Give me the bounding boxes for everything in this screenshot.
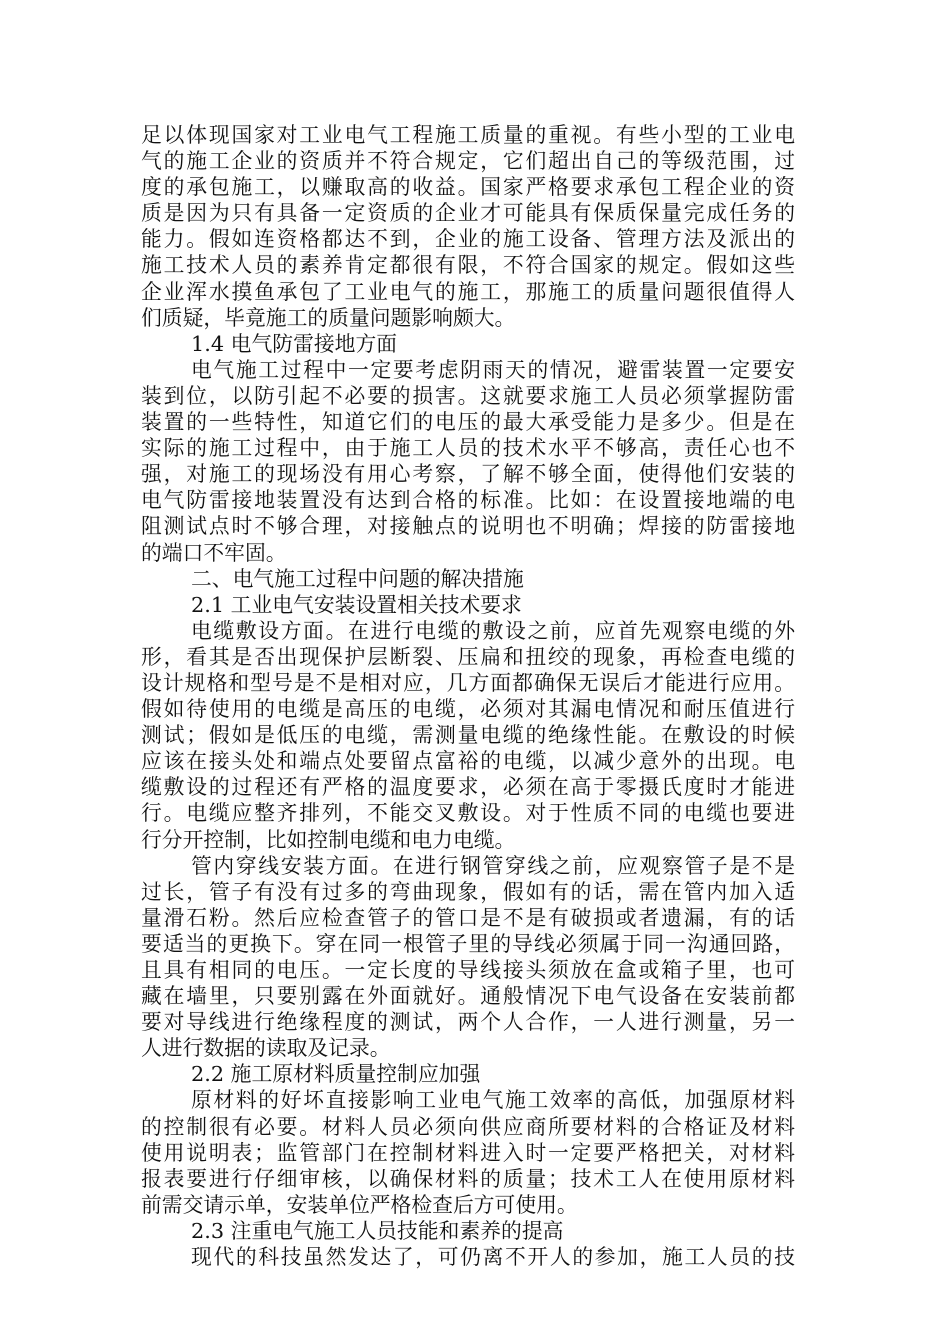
text-line: 缆敷设的过程还有严格的温度要求，必须在高于零摄氏度时才能进 [141, 775, 795, 800]
text-line: 阻测试点时不够合理，对接触点的说明也不明确；焊接的防雷接地 [141, 514, 795, 539]
text-line: 过长，管子有没有过多的弯曲现象，假如有的话，需在管内加入适 [141, 879, 795, 904]
text-line: 应该在接头处和端点处要留点富裕的电缆，以减少意外的出现。电 [141, 749, 795, 774]
text-line: 装到位，以防引起不必要的损害。这就要求施工人员必须掌握防雷 [141, 383, 795, 408]
text-line: 原材料的好坏直接影响工业电气施工效率的高低，加强原材料 [191, 1088, 795, 1113]
text-line: 设计规格和型号是不是相对应，几方面都确保无误后才能进行应用。 [141, 670, 795, 695]
text-line: 足以体现国家对工业电气工程施工质量的重视。有些小型的工业电 [141, 123, 795, 147]
text-line: 企业浑水摸鱼承包了工业电气的施工，那施工的质量问题很值得人 [141, 279, 795, 304]
text-line: 电气施工过程中一定要考虑阴雨天的情况，避雷装置一定要安 [191, 357, 795, 382]
text-line: 的控制很有必要。材料人员必须向供应商所要材料的合格证及材料 [141, 1114, 795, 1139]
text-line: 量滑石粉。然后应检查管子的管口是不是有破损或者遗漏，有的话 [141, 905, 795, 930]
text-line: 强，对施工的现场没有用心考察，了解不够全面，使得他们安装的 [141, 462, 795, 487]
text-line: 假如待使用的电缆是高压的电缆，必须对其漏电情况和耐压值进行 [141, 697, 795, 722]
paragraph [141, 1087, 795, 1217]
text-line: 质是因为只有具备一定资质的企业才可能具有保质保量完成任务的 [141, 201, 795, 226]
text-line: 测试；假如是低压的电缆，需测量电缆的绝缘性能。在敷设的时候 [141, 723, 795, 748]
text-line: 的端口不牢固。 [141, 540, 287, 565]
text-line: 行分开控制，比如控制电缆和电力电缆。 [141, 827, 516, 852]
text-line: 要适当的更换下。穿在同一根管子里的导线必须属于同一沟通回路， [141, 931, 795, 956]
text-line: 气的施工企业的资质并不符合规定，它们超出自己的等级范围，过 [141, 149, 795, 174]
text-line: 形，看其是否出现保护层断裂、压扁和扭绞的现象，再检查电缆的 [141, 644, 795, 669]
text-line: 能力。假如连资格都达不到，企业的施工设备、管理方法及派出的 [141, 227, 795, 252]
text-line: 管内穿线安装方面。在进行钢管穿线之前，应观察管子是不是 [191, 853, 795, 878]
text-line: 且具有相同的电压。一定长度的导线接头须放在盒或箱子里，也可 [141, 958, 795, 982]
text-line: 现代的科技虽然发达了，可仍离不开人的参加，施工人员的技 [191, 1245, 795, 1270]
text-line: 装置的一些特性，知道它们的电压的最大承受能力是多少。但是在 [141, 410, 795, 435]
paragraph [141, 853, 795, 1062]
text-line: 们质疑，毕竟施工的质量问题影响颇大。 [141, 305, 516, 330]
text-line: 人进行数据的读取及记录。 [141, 1036, 391, 1061]
chapter-heading: 二、电气施工过程中问题的解决措施 [191, 566, 524, 591]
text-line: 要对导线进行绝缘程度的测试，两个人合作，一人进行测量，另一 [141, 1010, 795, 1035]
section-heading: 2.3 注重电气施工人员技能和素养的提高 [191, 1218, 564, 1243]
paragraph [141, 1244, 795, 1270]
text-line: 施工技术人员的素养肯定都很有限，不符合国家的规定。假如这些 [141, 253, 795, 278]
section-heading: 1.4 电气防雷接地方面 [191, 331, 398, 356]
paragraph [141, 357, 795, 566]
text-line: 实际的施工过程中，由于施工人员的技术水平不够高，责任心也不 [141, 436, 795, 461]
text-line: 电缆敷设方面。在进行电缆的敷设之前，应首先观察电缆的外 [191, 618, 795, 643]
text-line: 报表要进行仔细审核，以确保材料的质量；技术工人在使用原材料 [141, 1166, 795, 1191]
document-page [141, 122, 795, 1270]
text-line: 度的承包施工，以赚取高的收益。国家严格要求承包工程企业的资 [141, 175, 795, 200]
text-line: 电气防雷接地装置没有达到合格的标准。比如：在设置接地端的电 [141, 488, 795, 513]
text-line: 藏在墙里，只要别露在外面就好。通般情况下电气设备在安装前都 [141, 984, 795, 1009]
paragraph [141, 618, 795, 853]
section-heading: 2.2 施工原材料质量控制应加强 [191, 1062, 481, 1087]
text-line: 前需交请示单，安装单位严格检查后方可使用。 [141, 1192, 578, 1217]
paragraph [141, 122, 795, 331]
section-heading: 2.1 工业电气安装设置相关技术要求 [191, 592, 522, 617]
text-line: 行。电缆应整齐排列，不能交叉敷设。对于性质不同的电缆也要进 [141, 801, 795, 826]
text-line: 使用说明表；监管部门在控制材料进入时一定要严格把关，对材料 [141, 1140, 795, 1165]
